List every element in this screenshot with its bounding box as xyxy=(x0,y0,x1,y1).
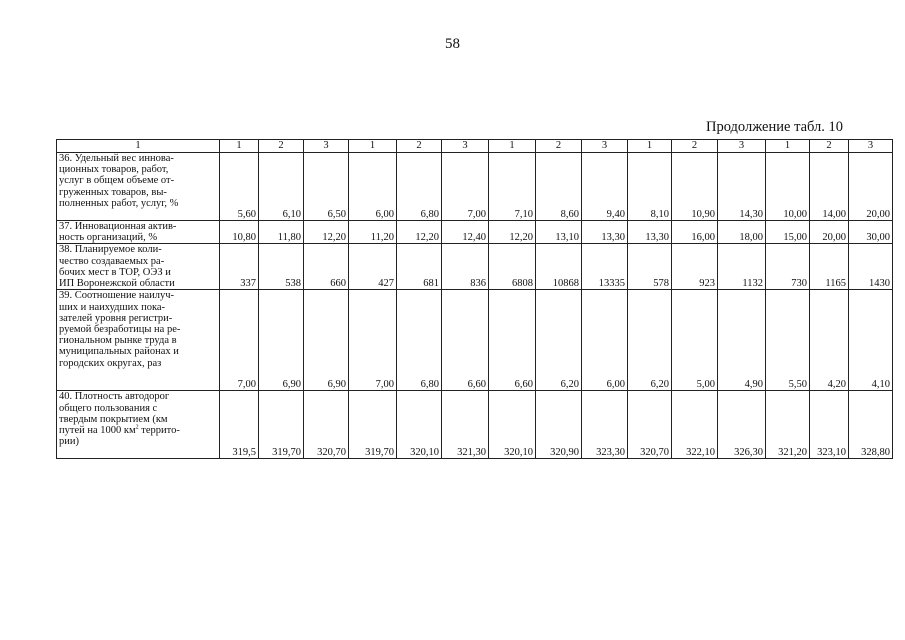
value-cell: 20,00 xyxy=(849,153,893,221)
header-cell: 1 xyxy=(628,140,672,153)
value-cell: 13,30 xyxy=(628,221,672,244)
header-cell: 3 xyxy=(718,140,766,153)
value-cell: 321,30 xyxy=(442,391,489,459)
header-cell: 3 xyxy=(582,140,628,153)
value-cell: 328,80 xyxy=(849,391,893,459)
table-row xyxy=(57,244,893,290)
value-cell: 730 xyxy=(766,244,810,290)
value-cell: 7,10 xyxy=(489,153,536,221)
value-cell: 5,50 xyxy=(766,290,810,391)
value-cell: 319,5 xyxy=(220,391,259,459)
value-cell: 320,70 xyxy=(304,391,349,459)
value-cell: 12,20 xyxy=(489,221,536,244)
value-cell: 18,00 xyxy=(718,221,766,244)
row-label xyxy=(57,391,220,459)
header-cell: 2 xyxy=(536,140,582,153)
value-cell: 6808 xyxy=(489,244,536,290)
value-cell: 16,00 xyxy=(672,221,718,244)
value-cell: 320,10 xyxy=(489,391,536,459)
value-cell: 10,80 xyxy=(220,221,259,244)
value-cell: 4,20 xyxy=(810,290,849,391)
value-cell: 323,10 xyxy=(810,391,849,459)
value-cell: 319,70 xyxy=(259,391,304,459)
value-cell: 6,50 xyxy=(304,153,349,221)
row-label: 39. Соотношение наилуч- ших и наихудших пока- зателей уровня регистри- руемой безработицы на ре- гиональном рынке труда в муниципальных районах и городских округах, раз xyxy=(57,290,220,391)
value-cell: 5,00 xyxy=(672,290,718,391)
value-cell: 660 xyxy=(304,244,349,290)
header-cell: 2 xyxy=(397,140,442,153)
table-row xyxy=(57,153,893,221)
value-cell: 7,00 xyxy=(220,290,259,391)
row-label: 38. Планируемое коли- чество создаваемых ра- бочих мест в ТОР, ОЭЗ и ИП Воронежской области xyxy=(57,244,220,290)
header-cell: 3 xyxy=(849,140,893,153)
header-cell: 3 xyxy=(304,140,349,153)
value-cell: 12,20 xyxy=(397,221,442,244)
value-cell: 6,60 xyxy=(489,290,536,391)
header-row xyxy=(57,140,893,153)
value-cell: 538 xyxy=(259,244,304,290)
value-cell: 8,10 xyxy=(628,153,672,221)
indicators-table xyxy=(56,139,893,459)
value-cell: 6,80 xyxy=(397,290,442,391)
value-cell: 7,00 xyxy=(442,153,489,221)
value-cell: 923 xyxy=(672,244,718,290)
value-cell: 9,40 xyxy=(582,153,628,221)
table-row xyxy=(57,290,893,391)
value-cell: 4,10 xyxy=(849,290,893,391)
value-cell: 320,90 xyxy=(536,391,582,459)
value-cell: 4,90 xyxy=(718,290,766,391)
value-cell: 7,00 xyxy=(349,290,397,391)
value-cell: 320,70 xyxy=(628,391,672,459)
value-cell: 6,80 xyxy=(397,153,442,221)
value-cell: 14,30 xyxy=(718,153,766,221)
value-cell: 10868 xyxy=(536,244,582,290)
value-cell: 30,00 xyxy=(849,221,893,244)
value-cell: 12,20 xyxy=(304,221,349,244)
table-continuation-caption: Продолжение табл. 10 xyxy=(706,119,844,135)
value-cell: 20,00 xyxy=(810,221,849,244)
value-cell: 13,10 xyxy=(536,221,582,244)
value-cell: 836 xyxy=(442,244,489,290)
value-cell: 323,30 xyxy=(582,391,628,459)
value-cell: 14,00 xyxy=(810,153,849,221)
value-cell: 6,20 xyxy=(536,290,582,391)
header-cell: 1 xyxy=(489,140,536,153)
value-cell: 6,20 xyxy=(628,290,672,391)
value-cell: 13,30 xyxy=(582,221,628,244)
value-cell: 322,10 xyxy=(672,391,718,459)
header-cell: 3 xyxy=(442,140,489,153)
row-label-line: 40. Плотность автодорог xyxy=(59,391,170,403)
value-cell: 681 xyxy=(397,244,442,290)
row-label-line: твердым покрытием (км xyxy=(59,413,168,425)
header-cell: 1 xyxy=(57,140,220,153)
value-cell: 321,20 xyxy=(766,391,810,459)
row-label-line: общего пользования с xyxy=(59,402,158,414)
value-cell: 13335 xyxy=(582,244,628,290)
table-row xyxy=(57,391,893,459)
value-cell: 15,00 xyxy=(766,221,810,244)
value-cell: 337 xyxy=(220,244,259,290)
value-cell: 11,80 xyxy=(259,221,304,244)
value-cell: 12,40 xyxy=(442,221,489,244)
header-cell: 2 xyxy=(672,140,718,153)
row-label: 37. Инновационная актив- ность организаций, % xyxy=(57,221,220,244)
header-cell: 1 xyxy=(220,140,259,153)
value-cell: 320,10 xyxy=(397,391,442,459)
value-cell: 1132 xyxy=(718,244,766,290)
value-cell: 326,30 xyxy=(718,391,766,459)
value-cell: 11,20 xyxy=(349,221,397,244)
header-cell: 2 xyxy=(259,140,304,153)
value-cell: 319,70 xyxy=(349,391,397,459)
header-cell: 2 xyxy=(810,140,849,153)
value-cell: 6,60 xyxy=(442,290,489,391)
value-cell: 6,00 xyxy=(349,153,397,221)
page-number: 58 xyxy=(445,36,460,52)
value-cell: 5,60 xyxy=(220,153,259,221)
value-cell: 1430 xyxy=(849,244,893,290)
table-row xyxy=(57,221,893,244)
value-cell: 1165 xyxy=(810,244,849,290)
header-cell: 1 xyxy=(766,140,810,153)
superscript: 2 xyxy=(135,424,139,431)
row-label-line: путей на 1000 км xyxy=(59,425,136,437)
row-label-line: террито- xyxy=(138,425,180,437)
value-cell: 427 xyxy=(349,244,397,290)
value-cell: 8,60 xyxy=(536,153,582,221)
value-cell: 6,00 xyxy=(582,290,628,391)
value-cell: 10,90 xyxy=(672,153,718,221)
header-cell: 1 xyxy=(349,140,397,153)
row-label-line: рии) xyxy=(59,436,79,448)
value-cell: 10,00 xyxy=(766,153,810,221)
value-cell: 6,90 xyxy=(304,290,349,391)
value-cell: 6,90 xyxy=(259,290,304,391)
value-cell: 578 xyxy=(628,244,672,290)
value-cell: 6,10 xyxy=(259,153,304,221)
row-label: 36. Удельный вес иннова- ционных товаров, работ, услуг в общем объеме от- груженных товаров, вы- полненных работ, услуг, % xyxy=(57,153,220,221)
